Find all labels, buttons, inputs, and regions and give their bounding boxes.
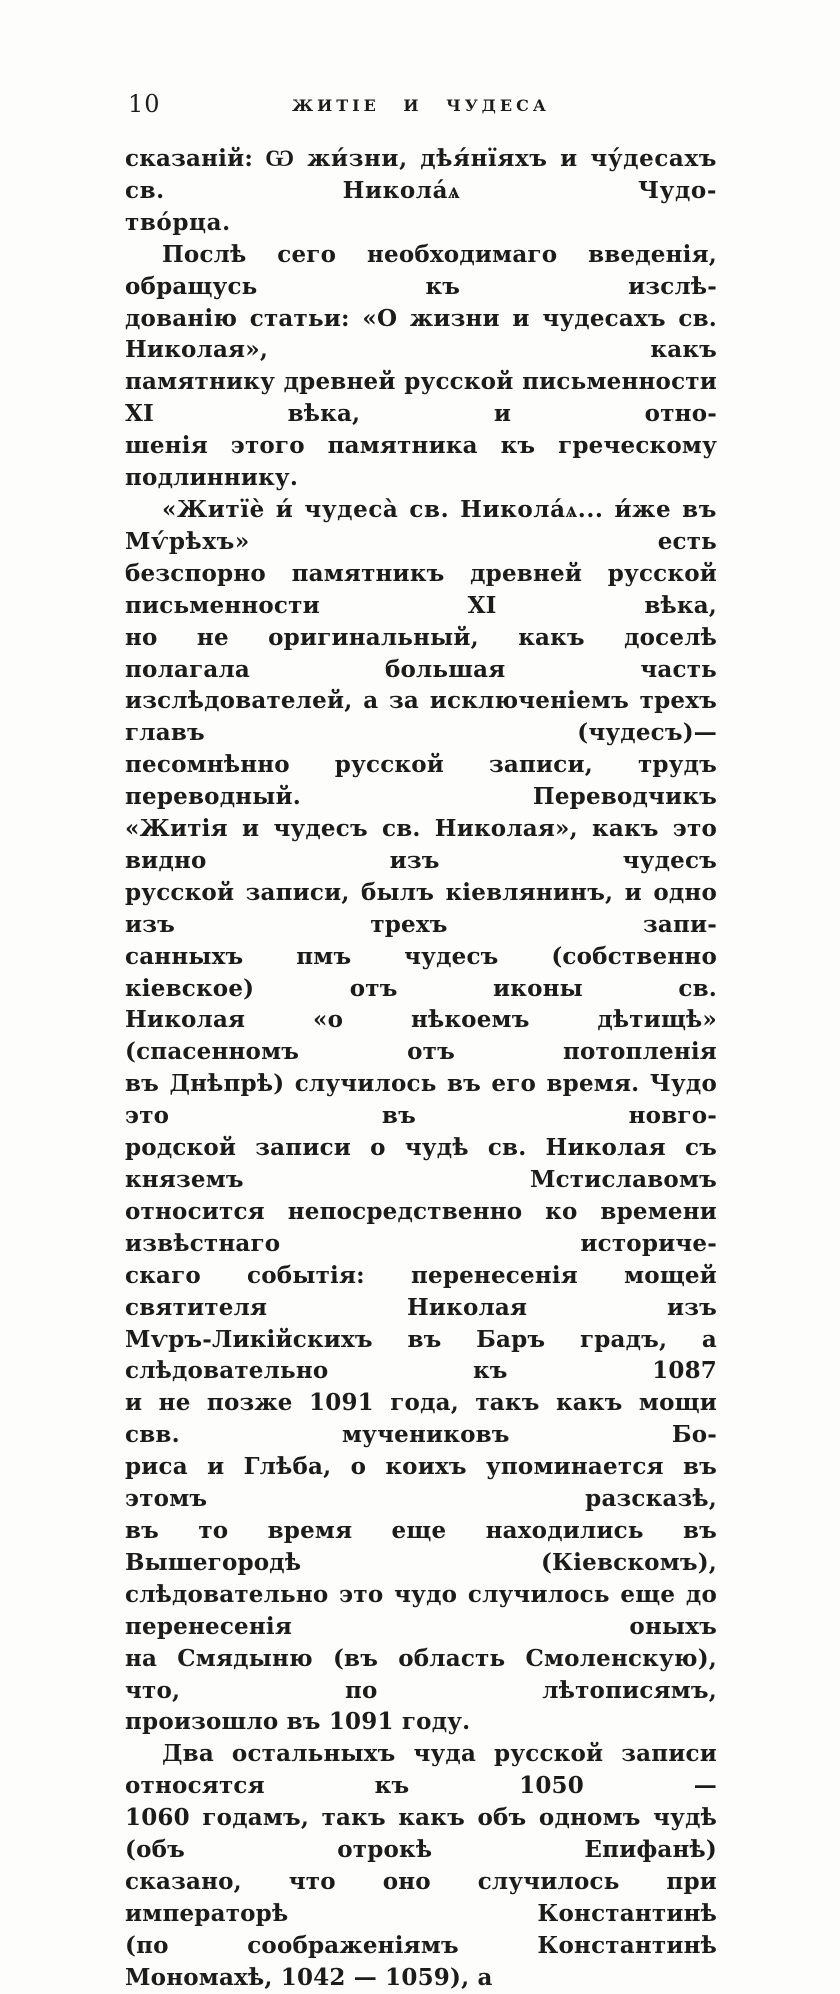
text-run: сказано, что оно случилось при императорѣ Константинѣ	[125, 1867, 717, 1927]
body-text	[125, 143, 717, 1994]
text-run: слѣдовательно это чудо случилось еще до перенесенія оныхъ	[125, 1580, 717, 1640]
running-header: ЖИТІЕ И ЧУДЕСА	[292, 96, 550, 115]
text-run: песомнѣнно русской записи, трудъ переводный. Переводчикъ	[125, 751, 717, 811]
text-run: Два остальныхъ чуда русской записи относятся къ 1050 —	[125, 1740, 717, 1800]
text-line	[125, 1515, 717, 1579]
text-run: на Смядыню (въ область Смоленскую), что, по лѣтописямъ,	[125, 1644, 717, 1704]
text-line	[125, 1324, 717, 1388]
text-run: риса и Глѣба, о коихъ упоминается въ этомъ разсказѣ,	[125, 1453, 717, 1513]
text-line	[125, 749, 717, 813]
text-run: русской записи, былъ кіевлянинъ, и одно изъ трехъ запи-	[125, 878, 717, 938]
text-line	[125, 1802, 717, 1866]
text-line	[125, 1132, 717, 1196]
text-line	[125, 1260, 717, 1324]
text-line	[125, 813, 717, 877]
text-run: но не оригинальный, какъ доселѣ полагала большая часть	[125, 623, 717, 683]
text-run: относится непосредственно ко времени извѣстнаго историче-	[125, 1197, 717, 1257]
text-line	[125, 1738, 717, 1802]
text-run: дованію статьи: «О жизни и чудесахъ св. Николая», какъ	[125, 304, 717, 364]
text-run: родской записи о чудѣ св. Николая съ княземъ Мстиславомъ	[125, 1134, 717, 1193]
text-run: (по соображеніямъ Константинѣ Мономахѣ, 1042 — 1059), а	[125, 1931, 717, 1991]
text-line	[125, 622, 717, 686]
text-run: памятнику древней русской письменности XI вѣка, и отно-	[125, 368, 717, 428]
church-slavonic-text-run: «Житїѐ и́ чудеса̀ св. Никола́ѧ... и́же въ Мѵ́рѣхъ»	[125, 495, 717, 555]
text-line	[125, 1387, 717, 1451]
church-slavonic-text-run: Ѡ жи́зни, дѣя́нїяхъ и чу́десахъ св. Никола́ѧ Чудо-	[125, 145, 717, 204]
text-line	[125, 239, 717, 303]
text-line	[125, 430, 717, 494]
text-run: въ Днѣпрѣ) случилось въ его время. Чудо это въ новго-	[125, 1070, 717, 1130]
text-line	[125, 1004, 717, 1068]
text-run: «Житія и чудесъ св. Николая», какъ это видно изъ чудесъ	[125, 815, 717, 874]
text-run: безспорно памятникъ древней русской письменности XI вѣка,	[125, 559, 717, 619]
text-line	[125, 941, 717, 1005]
text-run: сказаній:	[125, 145, 266, 172]
church-slavonic-text-run: тво́рца.	[125, 208, 231, 236]
text-line	[125, 1930, 717, 1994]
text-run: Мѵръ-Ликійскихъ въ Баръ градъ, а слѣдовательно къ 1087	[125, 1325, 717, 1385]
paragraph	[125, 1738, 717, 1993]
text-line	[125, 494, 717, 558]
text-line	[125, 1579, 717, 1643]
text-run: изслѣдователей, а за исключеніемъ трехъ главъ (чудесъ)—	[125, 687, 717, 747]
text-run: и не позже 1091 года, такъ какъ мощи свв. мучениковъ Бо-	[125, 1389, 717, 1449]
page-number: 10	[128, 90, 161, 118]
text-run: есть	[249, 527, 717, 555]
text-line	[125, 685, 717, 749]
text-run: Николая «о нѣкоемъ дѣтищѣ» (спасенномъ отъ потопленія	[125, 1006, 717, 1066]
text-line	[125, 303, 717, 367]
text-line	[125, 143, 717, 207]
text-line	[125, 558, 717, 622]
text-line	[125, 877, 717, 941]
text-line	[125, 1068, 717, 1132]
text-line	[125, 207, 717, 239]
text-line	[125, 1196, 717, 1260]
text-run: скаго событія: перенесенія мощей святителя Николая изъ	[125, 1261, 717, 1321]
text-line	[125, 1706, 717, 1738]
text-line	[125, 366, 717, 430]
text-line	[125, 1643, 717, 1707]
paragraph	[125, 143, 717, 239]
text-run: 1060 годамъ, такъ какъ объ одномъ чудѣ (объ отрокѣ Епифанѣ)	[125, 1804, 717, 1864]
text-line	[125, 1866, 717, 1930]
text-line	[125, 1451, 717, 1515]
text-run: произошло въ 1091 году.	[125, 1708, 471, 1736]
paragraph	[125, 494, 717, 1738]
text-run: Послѣ сего необходимаго введенія, обращусь къ изслѣ-	[125, 240, 717, 300]
text-run: шенія этого памятника къ греческому подлиннику.	[125, 432, 717, 492]
paragraph	[125, 239, 717, 494]
text-run: въ то время еще находились въ Вышегородѣ (Кіевскомъ),	[125, 1516, 717, 1576]
text-run: санныхъ пмъ чудесъ (собственно кіевское) отъ иконы св.	[125, 942, 717, 1002]
